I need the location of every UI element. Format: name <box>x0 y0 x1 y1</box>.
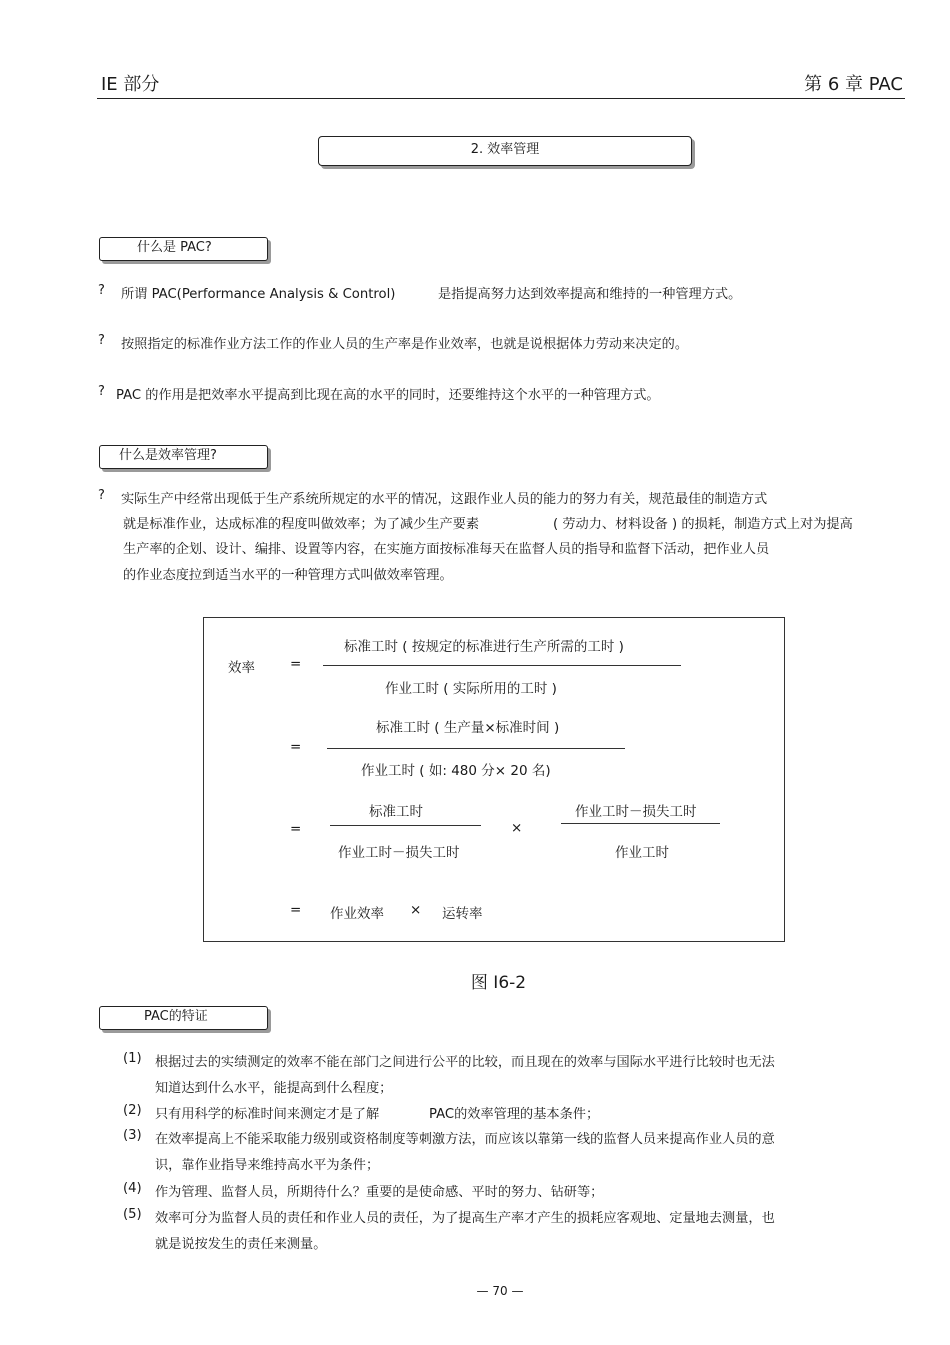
pac-role-text: PAC 的作用是把效率水平提高到比现在高的水平的同时，还要维持这个水平的一种管理方式。 <box>116 388 660 403</box>
header-divider <box>97 98 905 99</box>
formula1-numerator: 标准工时 ( 按规定的标准进行生产所需的工时 ) <box>344 639 624 655</box>
list-number: (2) <box>123 1103 142 1118</box>
formula-times-2: × <box>410 902 422 918</box>
list-item-line: 在效率提高上不能采取能力级别或资格制度等刺激方法，而应该以靠第一线的监督人员来提高作业人员的意 <box>155 1132 775 1147</box>
formula1-denominator: 作业工时 ( 实际所用的工时 ) <box>385 681 557 697</box>
list-number: (4) <box>123 1181 142 1196</box>
list-item-line: 作为管理、监督人员，所期待什么？重要的是使命感、平时的努力、钻研等； <box>155 1185 604 1200</box>
efficiency-mgmt-line-2a: 就是标准作业，达成标准的程度叫做效率；为了减少生产要素 <box>123 517 480 532</box>
list-item-line: 就是说按发生的责任来测量。 <box>155 1237 327 1252</box>
page-number: — 70 — <box>476 1284 524 1298</box>
figure-caption: 图 I6-2 <box>470 973 527 993</box>
formula-equals-3: = <box>290 821 302 837</box>
work-efficiency-text: 按照指定的标准作业方法工作的作业人员的生产率是作业效率，也就是说根据体力劳动来决定的。 <box>121 337 689 352</box>
list-item-line: 根据过去的实绩测定的效率不能在部门之间进行公平的比较，而且现在的效率与国际水平进行比较时也无法 <box>155 1055 775 1070</box>
efficiency-mgmt-line-4: 的作业态度拉到适当水平的一种管理方式叫做效率管理。 <box>123 568 453 583</box>
pac-definition-text-b: 是指提高努力达到效率提高和维持的一种管理方式。 <box>438 287 742 302</box>
formula4-operating-rate: 运转率 <box>442 906 483 922</box>
tag-pac-features-label: PAC的特证 <box>144 1009 208 1024</box>
list-item-line: 识，靠作业指导来维持高水平为条件； <box>155 1158 380 1173</box>
formula2-fraction-bar <box>327 748 625 749</box>
formula3a-numerator: 标准工时 <box>369 804 423 820</box>
tag-what-is-pac <box>99 237 268 261</box>
pac-definition-text-a: 所谓 PAC(Performance Analysis & Control) <box>121 287 396 302</box>
list-number: (1) <box>123 1051 142 1066</box>
formula3b-denominator: 作业工时 <box>615 845 669 861</box>
bullet-mark: ? <box>98 283 105 298</box>
header-left-title: IE 部分 <box>101 74 160 95</box>
formula3a-denominator: 作业工时－损失工时 <box>338 845 460 861</box>
section-title: 2. 效率管理 <box>470 142 540 157</box>
formula2-numerator: 标准工时 ( 生产量×标准时间 ) <box>376 720 560 736</box>
formula3b-fraction-bar <box>561 823 720 824</box>
list-number: (3) <box>123 1128 142 1143</box>
bullet-mark: ? <box>98 488 105 503</box>
tag-efficiency-management <box>99 445 268 469</box>
formula-label-efficiency: 效率 <box>228 660 255 676</box>
formula-times-1: × <box>511 820 523 836</box>
list-item-line: PAC的效率管理的基本条件； <box>429 1107 600 1122</box>
list-number: (5) <box>123 1207 142 1222</box>
list-item-line: 只有用科学的标准时间来测定才是了解 <box>155 1107 380 1122</box>
list-item-line: 知道达到什么水平，能提高到什么程度； <box>155 1081 393 1096</box>
formula-equals-2: = <box>290 739 302 755</box>
efficiency-mgmt-line-1: 实际生产中经常出现低于生产系统所规定的水平的情况，这跟作业人员的能力的努力有关，规范最佳的制造方式 <box>121 492 768 507</box>
formula-equals-1: = <box>290 656 302 672</box>
tag-efficiency-management-label: 什么是效率管理? <box>119 448 217 463</box>
formula1-fraction-bar <box>323 665 681 666</box>
header-chapter-title: 第 6 章 PAC <box>804 74 903 95</box>
section-title-box <box>318 136 692 166</box>
list-item-line: 效率可分为监督人员的责任和作业人员的责任，为了提高生产率才产生的损耗应客观地、定量地去测量，也 <box>155 1211 775 1226</box>
formula-equals-4: = <box>290 902 302 918</box>
bullet-mark: ? <box>98 384 105 399</box>
formula2-denominator: 作业工时 ( 如: 480 分× 20 名) <box>361 763 551 779</box>
tag-what-is-pac-label: 什么是 PAC? <box>137 240 212 255</box>
efficiency-mgmt-line-2b: ( 劳动力、材料设备 ) 的损耗，制造方式上对为提高 <box>553 517 853 532</box>
bullet-mark: ? <box>98 333 105 348</box>
efficiency-mgmt-line-3: 生产率的企划、设计、编排、设置等内容，在实施方面按标准每天在监督人员的指导和监督下活动，把作业人员 <box>123 542 770 557</box>
tag-pac-features <box>99 1006 268 1030</box>
formula3a-fraction-bar <box>330 825 481 826</box>
formula4-work-efficiency: 作业效率 <box>330 906 384 922</box>
formula3b-numerator: 作业工时－损失工时 <box>575 804 697 820</box>
